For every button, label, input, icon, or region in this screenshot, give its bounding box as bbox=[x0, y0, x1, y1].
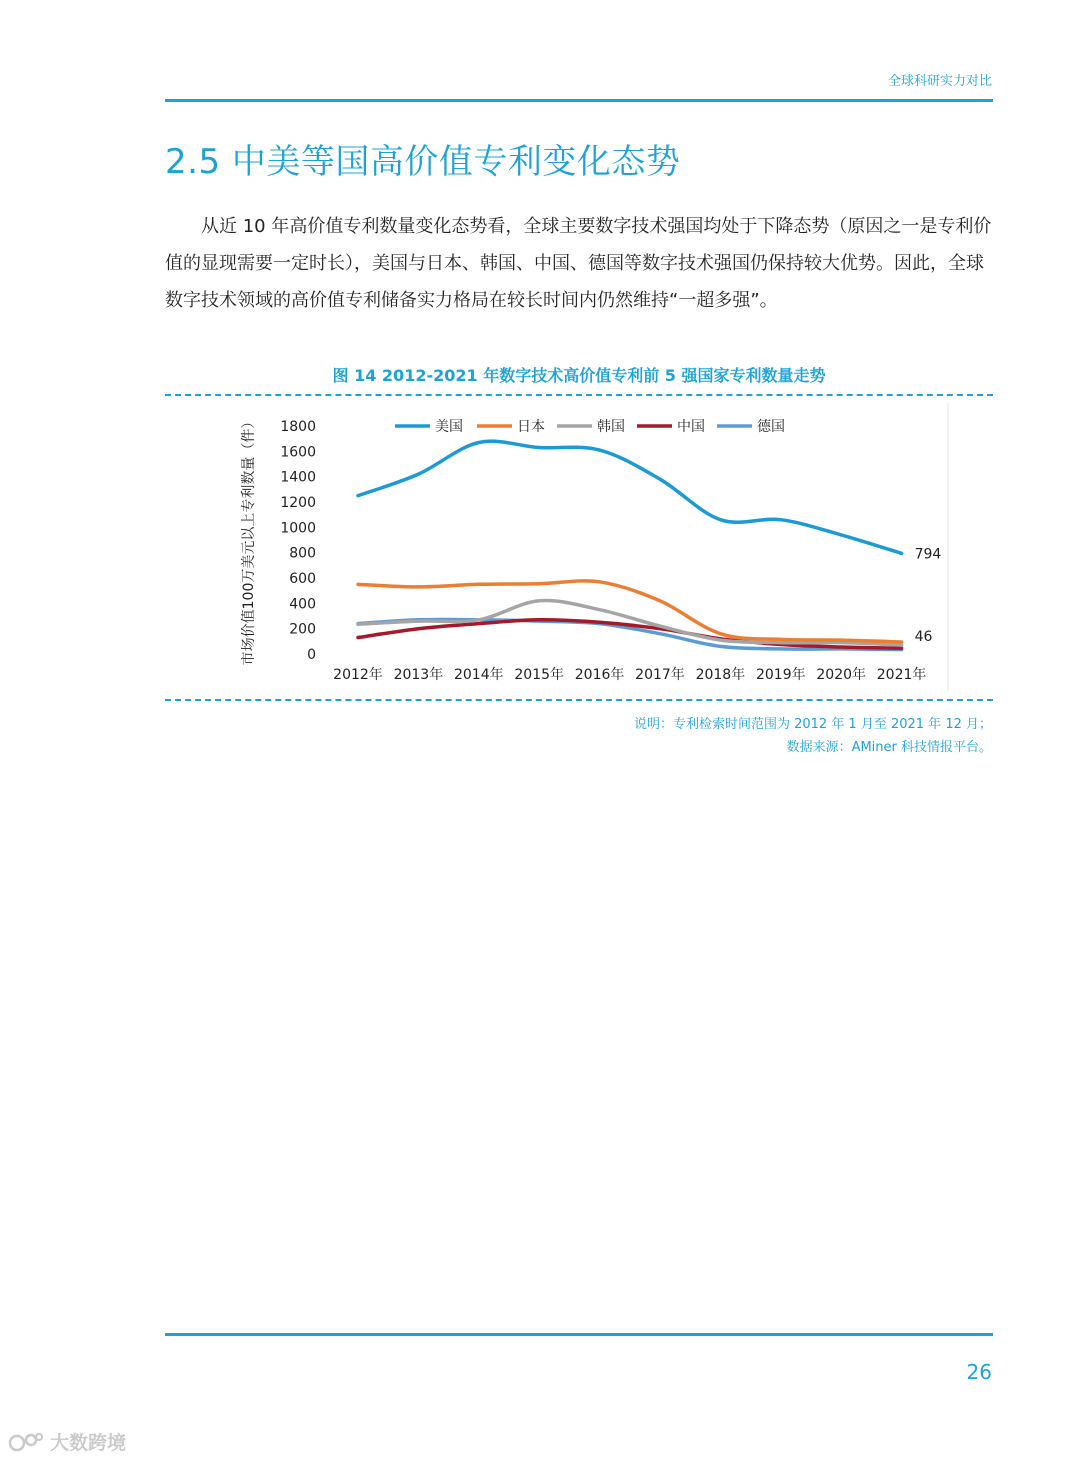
watermark-text: 大数跨境 bbox=[50, 1432, 127, 1454]
x-tick-label: 2015年 bbox=[514, 667, 565, 683]
page-number: 26 bbox=[966, 1360, 992, 1384]
legend-label: 美国 bbox=[435, 419, 463, 435]
y-tick-label: 1600 bbox=[280, 444, 316, 461]
x-tick-label: 2019年 bbox=[755, 667, 806, 683]
y-tick-label: 1800 bbox=[280, 419, 316, 435]
y-tick-labels bbox=[280, 419, 316, 663]
legend-label: 德国 bbox=[757, 419, 785, 435]
legend bbox=[395, 418, 785, 435]
running-header: 全球科研实力对比 bbox=[887, 74, 992, 89]
y-axis-label: 市场价值100万美元以上专利数量（件） bbox=[241, 414, 257, 666]
legend-label: 中国 bbox=[677, 419, 705, 435]
section-title: 2.5 中美等国高价值专利变化态势 bbox=[165, 142, 681, 182]
x-tick-labels bbox=[333, 666, 926, 683]
data-labels bbox=[915, 546, 942, 645]
series-lines bbox=[358, 441, 902, 649]
watermark bbox=[8, 1428, 126, 1455]
series-line-日本 bbox=[358, 581, 902, 642]
legend-label: 日本 bbox=[517, 419, 545, 435]
body-paragraph bbox=[165, 208, 993, 319]
y-tick-label: 600 bbox=[289, 571, 316, 587]
x-tick-label: 2020年 bbox=[816, 667, 867, 683]
header-rule bbox=[165, 99, 993, 102]
figure-source: 数据来源：AMiner 科技情报平台。 bbox=[786, 740, 992, 755]
y-tick-label: 1400 bbox=[280, 469, 316, 486]
data-label: 794 bbox=[914, 546, 942, 563]
figure-title: 图 14 2012-2021 年数字技术高价值专利前 5 强国家专利数量走势 bbox=[332, 366, 826, 385]
watermark-logo-icon bbox=[8, 1431, 44, 1453]
y-tick-label: 200 bbox=[289, 621, 316, 638]
body-paragraph-text: 从近 10 年高价值专利数量变化态势看，全球主要数字技术强国均处于下降态势（原因之一是专利价值的显现需要一定时长），美国与日本、韩国、中国、德国等数字技术强国仍保持较大优势。因此，全球数字技术领域的高价值专利储备实力格局在较长时间内仍然维持“一超多强”。 bbox=[165, 216, 992, 311]
line-chart bbox=[165, 398, 993, 696]
x-tick-label: 2013年 bbox=[393, 667, 444, 683]
x-tick-label: 2012年 bbox=[333, 667, 383, 683]
x-tick-label: 2018年 bbox=[695, 667, 746, 683]
figure-bottom-divider bbox=[165, 699, 993, 701]
figure-top-divider bbox=[165, 394, 993, 396]
x-tick-label: 2021年 bbox=[876, 667, 927, 683]
series-line-美国 bbox=[358, 441, 902, 553]
x-tick-label: 2016年 bbox=[574, 667, 625, 683]
y-tick-label: 800 bbox=[289, 545, 316, 562]
x-tick-label: 2014年 bbox=[453, 667, 504, 683]
y-tick-label: 1200 bbox=[280, 495, 316, 511]
footer-rule bbox=[165, 1333, 993, 1336]
y-tick-label: 0 bbox=[307, 647, 316, 663]
data-label: 46 bbox=[914, 629, 933, 646]
x-tick-label: 2017年 bbox=[635, 667, 685, 683]
legend-label: 韩国 bbox=[597, 419, 625, 435]
y-tick-label: 400 bbox=[289, 596, 316, 613]
y-tick-label: 1000 bbox=[280, 520, 316, 537]
figure-note: 说明：专利检索时间范围为 2012 年 1 月至 2021 年 12 月； bbox=[633, 717, 992, 732]
